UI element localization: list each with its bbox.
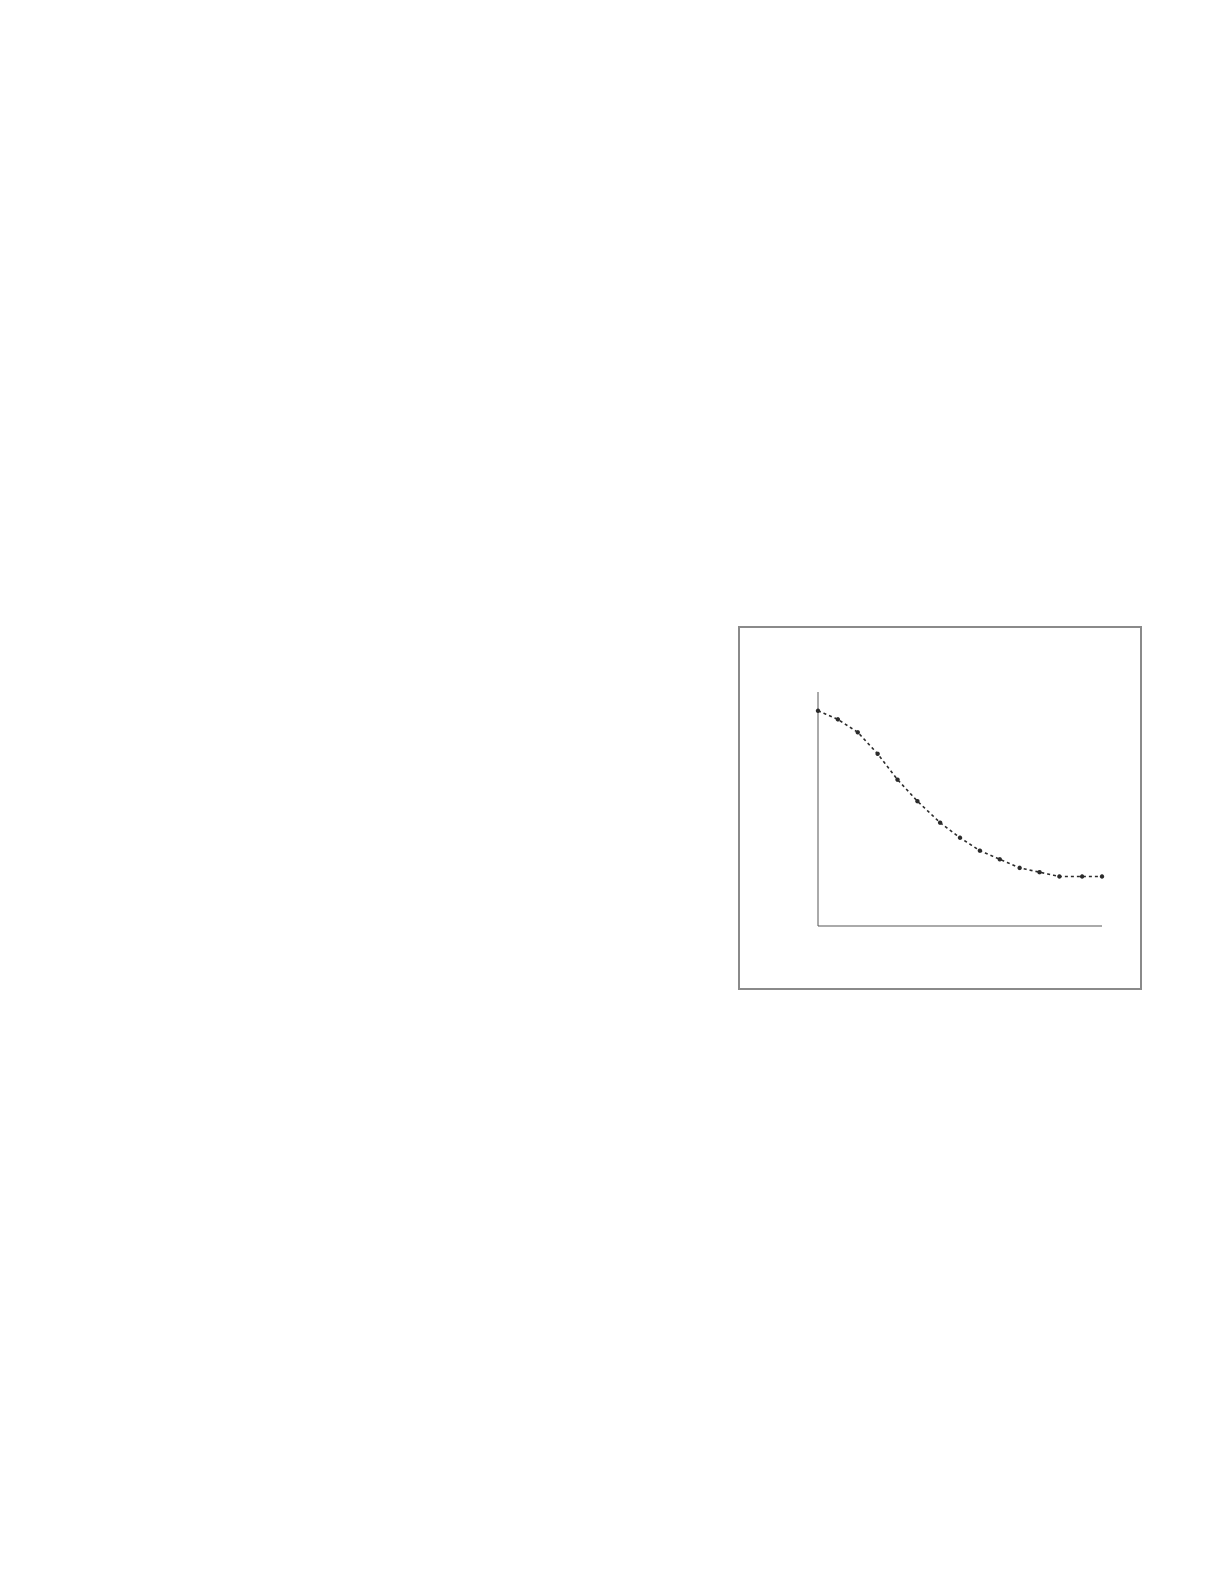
data-point xyxy=(938,820,942,824)
data-point xyxy=(1017,866,1021,870)
data-point xyxy=(978,848,982,852)
data-point xyxy=(1080,874,1084,878)
data-point xyxy=(816,709,820,713)
data-point xyxy=(958,836,962,840)
line-chart xyxy=(740,628,1140,988)
data-point xyxy=(1037,870,1041,874)
series-line xyxy=(818,711,1102,877)
figure-frame xyxy=(738,626,1142,990)
figure xyxy=(738,626,1142,1003)
data-point xyxy=(856,730,860,734)
data-point xyxy=(895,777,899,781)
chart-axes xyxy=(818,692,1102,926)
data-point xyxy=(1100,874,1104,878)
chart-series xyxy=(816,709,1104,879)
data-point xyxy=(915,799,919,803)
data-point xyxy=(998,857,1002,861)
data-point xyxy=(1057,874,1061,878)
data-point xyxy=(875,752,879,756)
data-point xyxy=(836,717,840,721)
document-page xyxy=(70,70,1142,1510)
